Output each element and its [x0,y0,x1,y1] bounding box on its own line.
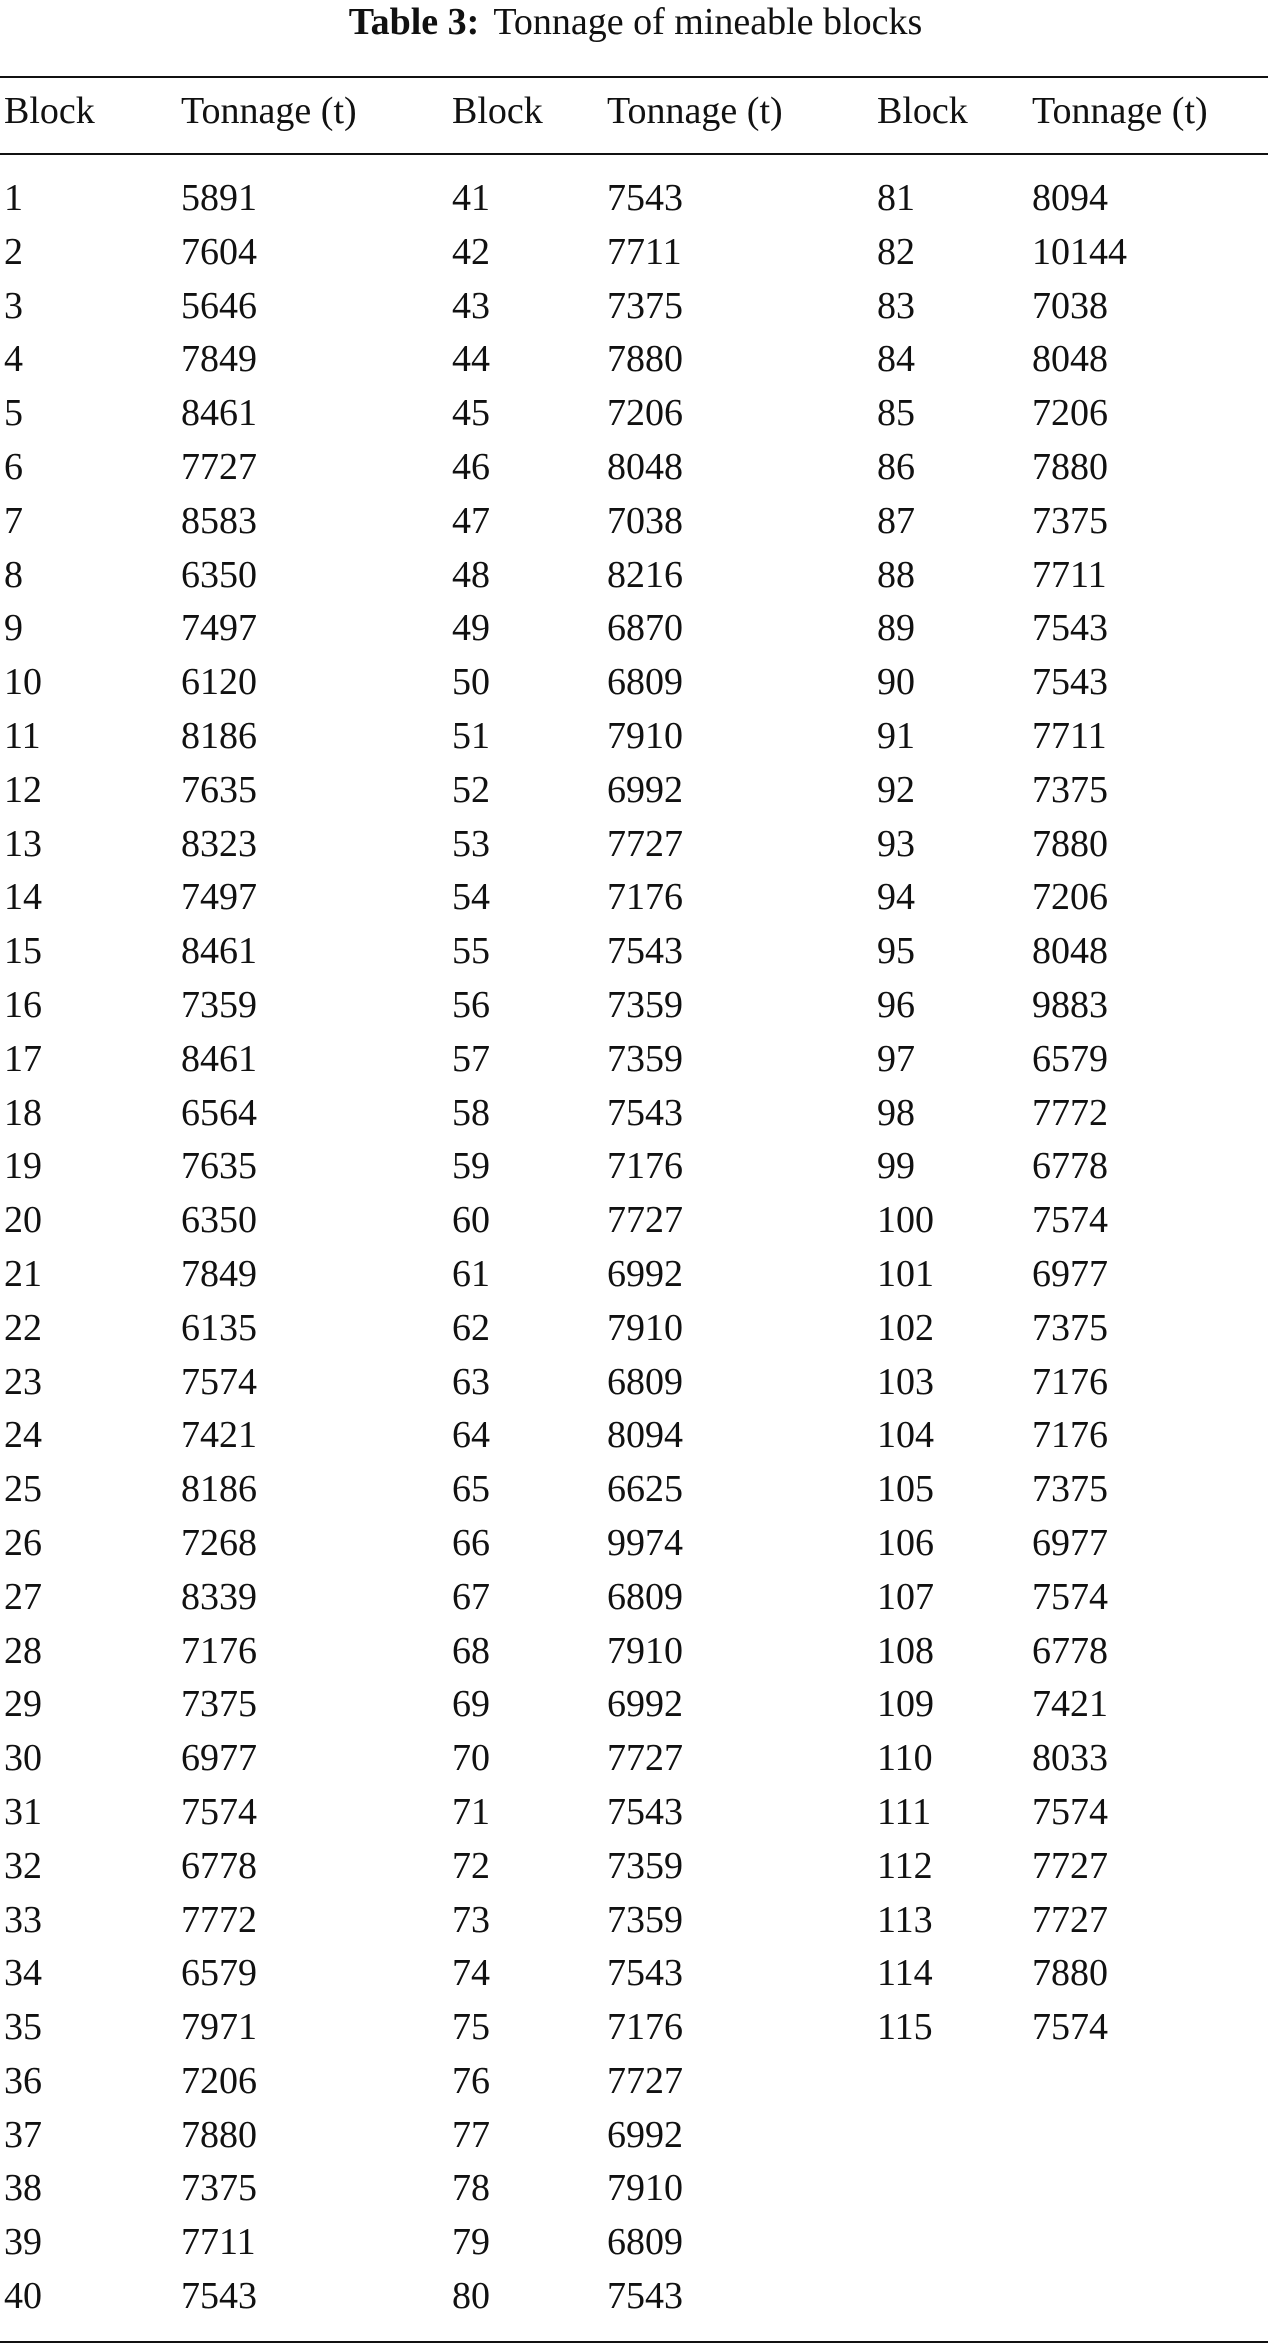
table-row [0,2108,1271,2162]
table-cell-block-2: 56 [452,983,490,1026]
table-cell-tonnage-3: 7543 [1032,661,1108,704]
table-cell-block-1: 10 [4,661,42,704]
table-cell-tonnage-2: 7727 [607,2059,683,2102]
table-cell-tonnage-3: 6977 [1032,1521,1108,1564]
table-cell-tonnage-3: 7543 [1032,607,1108,650]
table-cell-block-1: 1 [4,177,23,219]
table-cell-block-3: 101 [877,1252,934,1295]
table-cell-block-3: 115 [877,2006,933,2049]
table-row [0,1893,1271,1947]
table-cell-tonnage-3: 8048 [1032,338,1108,381]
table-cell-tonnage-2: 7543 [607,2275,683,2318]
table-bottom-rule [0,2341,1268,2343]
table-cell-tonnage-2: 7206 [607,392,683,435]
table-cell-tonnage-2: 6992 [607,1683,683,1726]
table-cell-block-1: 13 [4,822,42,865]
table-row [0,2054,1271,2108]
table-cell-block-3: 103 [877,1360,934,1403]
table-cell-tonnage-3: 7176 [1032,1414,1108,1457]
header-block-1: Block [4,90,95,132]
table-cell-block-1: 25 [4,1468,42,1511]
table-cell-block-1: 27 [4,1575,42,1618]
table-caption-text: Tonnage of mineable blocks [493,1,923,43]
table-cell-block-1: 39 [4,2221,42,2264]
table-row [0,1086,1271,1140]
table-cell-tonnage-3: 7038 [1032,284,1108,327]
table-cell-block-1: 19 [4,1145,42,1188]
table-row [0,1032,1271,1086]
table-cell-tonnage-3: 7727 [1032,1844,1108,1887]
table-cell-tonnage-3: 9883 [1032,983,1108,1026]
table-cell-block-1: 8 [4,553,23,596]
table-cell-block-1: 20 [4,1199,42,1242]
table-cell-block-3: 82 [877,230,915,273]
table-cell-tonnage-1: 7543 [181,2275,257,2318]
table-cell-block-2: 55 [452,930,490,973]
table-cell-tonnage-2: 6992 [607,1252,683,1295]
table-cell-block-2: 43 [452,284,490,327]
table-cell-block-1: 4 [4,338,23,381]
table-cell-block-2: 59 [452,1145,490,1188]
table-cell-tonnage-2: 7880 [607,338,683,381]
table-cell-block-2: 77 [452,2113,490,2156]
table-cell-block-2: 51 [452,714,490,757]
table-row [0,1139,1271,1193]
table-cell-tonnage-3: 7711 [1032,553,1107,596]
table-cell-block-2: 58 [452,1091,490,1134]
table-cell-block-3: 91 [877,714,915,757]
table-cell-block-3: 88 [877,553,915,596]
table-cell-tonnage-2: 7543 [607,177,683,219]
table-cell-tonnage-1: 5891 [181,177,257,219]
table-cell-tonnage-1: 7268 [181,1521,257,1564]
table-row [0,1516,1271,1570]
table-cell-block-3: 110 [877,1737,933,1780]
table-cell-tonnage-2: 7176 [607,2006,683,2049]
table-cell-block-3: 113 [877,1898,933,1941]
table-cell-tonnage-3: 7206 [1032,392,1108,435]
table-cell-block-2: 75 [452,2006,490,2049]
table-cell-tonnage-3: 7880 [1032,1952,1108,1995]
table-cell-tonnage-3: 7375 [1032,768,1108,811]
table-cell-block-3: 89 [877,607,915,650]
table-cell-tonnage-3: 7375 [1032,1468,1108,1511]
table-cell-block-2: 45 [452,392,490,435]
table-cell-block-1: 37 [4,2113,42,2156]
table-cell-block-2: 76 [452,2059,490,2102]
table-cell-block-3: 112 [877,1844,933,1887]
table-row [0,601,1271,655]
table-cell-block-2: 70 [452,1737,490,1780]
table-cell-tonnage-3: 8094 [1032,177,1108,219]
table-cell-tonnage-1: 8323 [181,822,257,865]
table-cell-tonnage-1: 8461 [181,1037,257,1080]
table-cell-tonnage-2: 6809 [607,1360,683,1403]
table-cell-block-3: 84 [877,338,915,381]
table-cell-tonnage-2: 7543 [607,1952,683,1995]
table-cell-block-2: 66 [452,1521,490,1564]
table-cell-block-1: 5 [4,392,23,435]
table-cell-tonnage-1: 8461 [181,392,257,435]
table-row [0,1677,1271,1731]
header-tonnage-3: Tonnage (t) [1032,90,1208,132]
table-row [0,763,1271,817]
table-row [0,655,1271,709]
table-cell-tonnage-2: 7910 [607,1306,683,1349]
table-cell-tonnage-2: 7359 [607,1037,683,1080]
table-cell-tonnage-2: 6992 [607,768,683,811]
table-cell-block-3: 111 [877,1790,932,1833]
table-cell-tonnage-3: 8033 [1032,1737,1108,1780]
table-cell-block-1: 31 [4,1790,42,1833]
table-cell-block-2: 68 [452,1629,490,1672]
table-cell-block-1: 9 [4,607,23,650]
table-cell-block-2: 49 [452,607,490,650]
table-row [0,1570,1271,1624]
table-cell-tonnage-1: 6564 [181,1091,257,1134]
table-row [0,1624,1271,1678]
table-cell-tonnage-1: 7375 [181,2167,257,2210]
table-cell-block-1: 2 [4,230,23,273]
table-cell-block-3: 90 [877,661,915,704]
table-cell-block-1: 3 [4,284,23,327]
table-cell-block-2: 41 [452,177,490,219]
table-cell-block-2: 46 [452,445,490,488]
table-cell-tonnage-1: 5646 [181,284,257,327]
table-cell-block-1: 23 [4,1360,42,1403]
table-cell-block-2: 52 [452,768,490,811]
table-cell-tonnage-1: 6350 [181,1199,257,1242]
table-cell-tonnage-2: 6870 [607,607,683,650]
table-cell-block-1: 28 [4,1629,42,1672]
table-row [0,1731,1271,1785]
table-cell-tonnage-1: 7880 [181,2113,257,2156]
table-cell-tonnage-3: 6977 [1032,1252,1108,1295]
table-top-rule [0,76,1268,78]
header-tonnage-2: Tonnage (t) [607,90,783,132]
table-cell-tonnage-2: 7176 [607,876,683,919]
table-cell-block-3: 95 [877,930,915,973]
table-cell-tonnage-1: 7375 [181,1683,257,1726]
table-cell-tonnage-1: 7711 [181,2221,256,2264]
table-row [0,924,1271,978]
table-cell-block-1: 11 [4,714,41,757]
table-cell-block-1: 32 [4,1844,42,1887]
table-cell-block-1: 18 [4,1091,42,1134]
table-cell-block-3: 93 [877,822,915,865]
table-cell-tonnage-3: 7727 [1032,1898,1108,1941]
table-cell-block-2: 64 [452,1414,490,1457]
table-cell-block-1: 21 [4,1252,42,1295]
table-cell-block-2: 57 [452,1037,490,1080]
table-cell-block-2: 69 [452,1683,490,1726]
table-cell-tonnage-3: 8048 [1032,930,1108,973]
table-cell-tonnage-1: 7849 [181,338,257,381]
table-cell-block-1: 24 [4,1414,42,1457]
table-cell-block-2: 53 [452,822,490,865]
table-cell-block-1: 6 [4,445,23,488]
table-cell-block-3: 96 [877,983,915,1026]
table-row [0,386,1271,440]
table-cell-block-1: 35 [4,2006,42,2049]
table-cell-block-2: 48 [452,553,490,596]
table-cell-tonnage-3: 6778 [1032,1629,1108,1672]
table-row [0,709,1271,763]
table-cell-tonnage-1: 8186 [181,1468,257,1511]
table-cell-tonnage-1: 8461 [181,930,257,973]
table-cell-tonnage-2: 6809 [607,661,683,704]
table-cell-block-3: 85 [877,392,915,435]
table-row [0,2269,1271,2323]
table-row [0,1193,1271,1247]
table-cell-tonnage-1: 7176 [181,1629,257,1672]
table-cell-tonnage-1: 7497 [181,607,257,650]
table-cell-tonnage-1: 7635 [181,1145,257,1188]
table-cell-tonnage-3: 7880 [1032,445,1108,488]
table-cell-tonnage-3: 6579 [1032,1037,1108,1080]
table-row [0,440,1271,494]
table-caption [0,0,1271,44]
table-cell-tonnage-3: 7375 [1032,1306,1108,1349]
table-cell-tonnage-1: 6977 [181,1737,257,1780]
table-cell-tonnage-2: 6809 [607,2221,683,2264]
table-row [0,171,1271,225]
table-cell-tonnage-1: 7574 [181,1360,257,1403]
table-row [0,548,1271,602]
table-cell-block-3: 100 [877,1199,934,1242]
table-cell-tonnage-2: 7375 [607,284,683,327]
table-row [0,1355,1271,1409]
table-cell-tonnage-1: 7849 [181,1252,257,1295]
table-cell-tonnage-2: 6992 [607,2113,683,2156]
table-cell-block-2: 54 [452,876,490,919]
table-row [0,1247,1271,1301]
table-cell-block-1: 15 [4,930,42,973]
table-cell-block-3: 108 [877,1629,934,1672]
table-cell-block-3: 86 [877,445,915,488]
table-cell-tonnage-3: 7772 [1032,1091,1108,1134]
table-cell-block-3: 97 [877,1037,915,1080]
header-tonnage-1: Tonnage (t) [181,90,357,132]
table-cell-block-3: 102 [877,1306,934,1349]
table-cell-tonnage-2: 7727 [607,1199,683,1242]
table-row [0,1408,1271,1462]
table-cell-block-1: 30 [4,1737,42,1780]
table-header-row [0,84,1271,140]
table-cell-tonnage-3: 10144 [1032,230,1127,273]
table-cell-block-3: 114 [877,1952,933,1995]
table-cell-tonnage-3: 7880 [1032,822,1108,865]
table-row [0,870,1271,924]
table-cell-block-2: 67 [452,1575,490,1618]
table-cell-tonnage-2: 8094 [607,1414,683,1457]
table-cell-tonnage-1: 7359 [181,983,257,1026]
table-cell-tonnage-1: 7421 [181,1414,257,1457]
table-cell-block-1: 7 [4,499,23,542]
table-cell-block-2: 44 [452,338,490,381]
table-cell-tonnage-1: 8339 [181,1575,257,1618]
table-cell-tonnage-1: 7574 [181,1790,257,1833]
table-cell-tonnage-2: 7359 [607,1844,683,1887]
table-cell-block-2: 78 [452,2167,490,2210]
table-cell-tonnage-2: 7038 [607,499,683,542]
table-cell-block-3: 105 [877,1468,934,1511]
table-cell-block-3: 92 [877,768,915,811]
table-cell-block-2: 65 [452,1468,490,1511]
table-cell-tonnage-2: 7727 [607,822,683,865]
table-cell-tonnage-3: 7574 [1032,1790,1108,1833]
table-cell-block-1: 12 [4,768,42,811]
table-cell-block-1: 34 [4,1952,42,1995]
header-block-3: Block [877,90,968,132]
table-row [0,1462,1271,1516]
table-cell-block-1: 17 [4,1037,42,1080]
table-row [0,225,1271,279]
table-cell-tonnage-2: 7910 [607,714,683,757]
table-header-rule [0,153,1268,155]
table-cell-block-3: 104 [877,1414,934,1457]
table-cell-tonnage-1: 7772 [181,1898,257,1941]
table-cell-tonnage-2: 7910 [607,1629,683,1672]
table-row [0,817,1271,871]
table-cell-tonnage-3: 7574 [1032,2006,1108,2049]
table-cell-tonnage-1: 6120 [181,661,257,704]
table-cell-tonnage-1: 8583 [181,499,257,542]
table-cell-block-1: 16 [4,983,42,1026]
table-cell-tonnage-2: 7359 [607,1898,683,1941]
table-cell-block-3: 94 [877,876,915,919]
table-cell-block-2: 61 [452,1252,490,1295]
table-cell-tonnage-1: 7497 [181,876,257,919]
table-row [0,2000,1271,2054]
table-cell-block-1: 29 [4,1683,42,1726]
table-cell-tonnage-2: 7910 [607,2167,683,2210]
table-cell-block-3: 107 [877,1575,934,1618]
table-row [0,1839,1271,1893]
table-cell-block-2: 60 [452,1199,490,1242]
table-cell-tonnage-2: 7711 [607,230,682,273]
table-cell-block-3: 99 [877,1145,915,1188]
table-row [0,332,1271,386]
table-cell-block-3: 83 [877,284,915,327]
table-cell-block-2: 62 [452,1306,490,1349]
table-cell-tonnage-1: 6350 [181,553,257,596]
table-cell-block-1: 22 [4,1306,42,1349]
table-cell-tonnage-3: 7574 [1032,1575,1108,1618]
table-row [0,1785,1271,1839]
header-block-2: Block [452,90,543,132]
table-cell-tonnage-2: 8048 [607,445,683,488]
table-cell-tonnage-1: 7635 [181,768,257,811]
table-body [0,171,1271,2331]
table-cell-tonnage-2: 7359 [607,983,683,1026]
table-cell-block-1: 26 [4,1521,42,1564]
table-caption-label: Table 3: [348,1,480,43]
table-cell-block-1: 38 [4,2167,42,2210]
table-cell-tonnage-2: 9974 [607,1521,683,1564]
table-cell-tonnage-3: 7176 [1032,1360,1108,1403]
table-cell-tonnage-3: 7574 [1032,1199,1108,1242]
table-row [0,1946,1271,2000]
table-row [0,1301,1271,1355]
table-cell-tonnage-1: 8186 [181,714,257,757]
table-cell-tonnage-1: 6778 [181,1844,257,1887]
table-cell-block-2: 79 [452,2221,490,2264]
table-row [0,279,1271,333]
table-cell-tonnage-3: 7206 [1032,876,1108,919]
table-cell-block-1: 36 [4,2059,42,2102]
table-cell-tonnage-2: 7543 [607,1091,683,1134]
table-cell-tonnage-2: 7543 [607,930,683,973]
table-cell-block-1: 14 [4,876,42,919]
table-cell-tonnage-3: 7711 [1032,714,1107,757]
table-cell-tonnage-2: 7727 [607,1737,683,1780]
table-cell-tonnage-3: 6778 [1032,1145,1108,1188]
table-cell-tonnage-1: 6135 [181,1306,257,1349]
table-cell-tonnage-1: 7727 [181,445,257,488]
table-cell-tonnage-2: 8216 [607,553,683,596]
table-cell-tonnage-1: 7604 [181,230,257,273]
table-cell-block-2: 47 [452,499,490,542]
table-row [0,2215,1271,2269]
table-cell-block-3: 98 [877,1091,915,1134]
table-cell-tonnage-2: 7543 [607,1790,683,1833]
table-cell-tonnage-2: 6625 [607,1468,683,1511]
table-cell-block-3: 81 [877,177,915,219]
table-cell-block-2: 80 [452,2275,490,2318]
table-cell-block-2: 72 [452,1844,490,1887]
table-cell-tonnage-3: 7375 [1032,499,1108,542]
table-cell-block-3: 106 [877,1521,934,1564]
table-cell-block-2: 50 [452,661,490,704]
table-cell-block-1: 33 [4,1898,42,1941]
table-cell-tonnage-2: 6809 [607,1575,683,1618]
table-cell-block-2: 71 [452,1790,490,1833]
table-cell-block-2: 63 [452,1360,490,1403]
table-row [0,2161,1271,2215]
table-cell-block-3: 87 [877,499,915,542]
table-cell-tonnage-1: 6579 [181,1952,257,1995]
table-cell-block-2: 73 [452,1898,490,1941]
table-cell-tonnage-1: 7206 [181,2059,257,2102]
table-cell-block-1: 40 [4,2275,42,2318]
table-row [0,978,1271,1032]
table-cell-block-3: 109 [877,1683,934,1726]
table-cell-tonnage-3: 7421 [1032,1683,1108,1726]
table-cell-tonnage-2: 7176 [607,1145,683,1188]
table-row [0,494,1271,548]
table-cell-tonnage-1: 7971 [181,2006,257,2049]
table-cell-block-2: 42 [452,230,490,273]
table-cell-block-2: 74 [452,1952,490,1995]
